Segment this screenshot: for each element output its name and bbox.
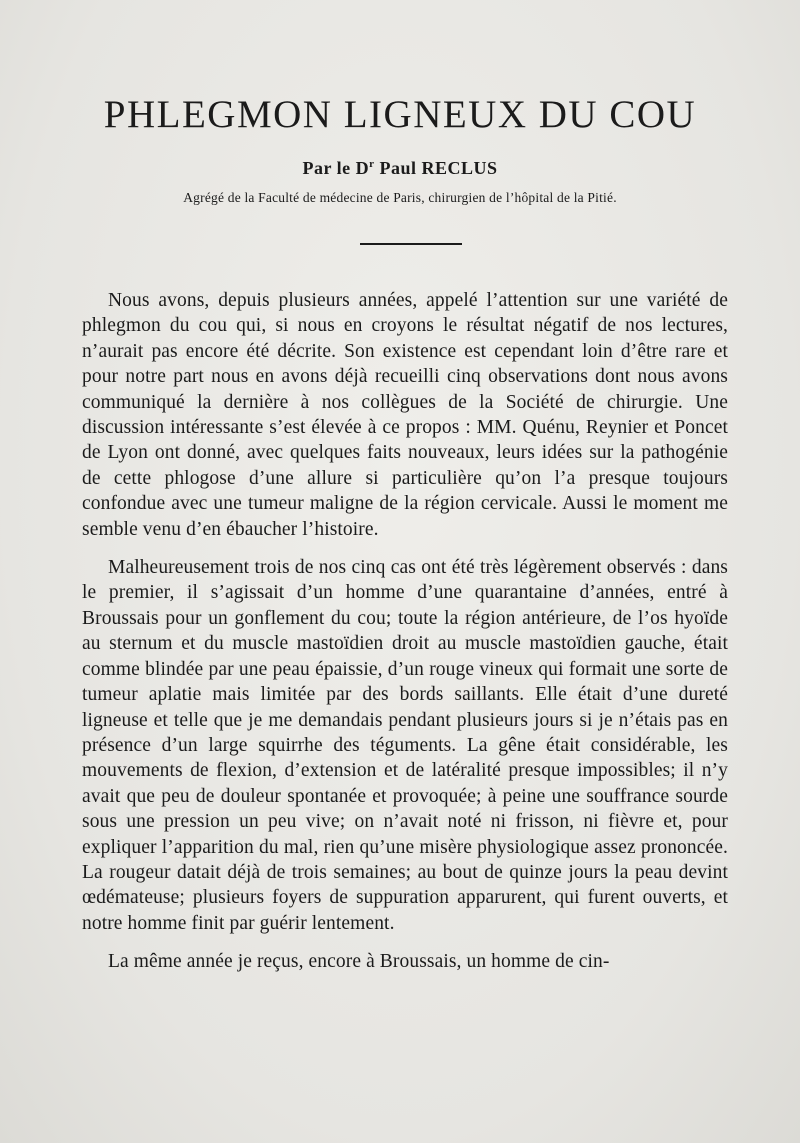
author-line [0,158,800,179]
author-prefix: Par le D [302,158,370,178]
paragraph: Nous avons, depuis plusieurs années, appelé l’attention sur une variété de phlegmon du cou qui, si nous en croyons le résultat négatif de nos lectures, n’aurait pas encore été décrite. Son existence est cependant loin d’être rare et pour notre part nous en avons déjà recueilli cinq observations dont nous avons communiqué la dernière à nos collègues de la Société de chirurgie. Une discussion intéressante s’est élevée à ce propos : MM. Quénu, Reynier et Poncet de Lyon ont donné, avec quelques faits nouveaux, leurs idées sur la pathogénie de cette phlogose d’une allure si particulière qu’on l’a presque toujours confondue avec une tumeur maligne de la région cervicale. Aussi le moment me semble venu d’en ébaucher l’histoire. [82,290,728,540]
title-separator-rule [360,243,462,245]
paragraph: Malheureusement trois de nos cinq cas ont été très légèrement observés : dans le premier, il s’agissait d’un homme d’une quarantaine d’années, entré à Broussais pour un gonflement du cou; toute la région antérieure, de l’os hyoïde au sternum et du muscle mastoïdien droit au muscle mastoïdien gauche, était comme blindée par une peau épaissie, d’un rouge vineux qui formait une sorte de tumeur aplatie mais limitée par des bords saillants. Elle était d’une dureté ligneuse et telle que je me demandais pendant plusieurs jours si je n’étais pas en présence d’un large squirrhe des téguments. La gêne était considérable, les mouvements de flexion, d’extension et de latéralité presque impossibles; il n’y avait que peu de douleur spontanée et provoquée; à peine une souffrance sourde sous une pression un peu vive; on n’avait noté ni frisson, ni fièvre et, pour expliquer l’apparition du mal, rien qu’une misère physiologique assez prononcée. La rougeur datait déjà de trois semaines; au bout de quinze jours la peau devint œdémateuse; plusieurs foyers de suppuration apparurent, qui furent ouverts, et notre homme finit par guérir lentement. [82,557,728,934]
paragraph: La même année je reçus, encore à Broussais, un homme de cin- [108,951,610,973]
author-affiliation: Agrégé de la Faculté de médecine de Paris, chirurgien de l’hôpital de la Pitié. [183,190,617,205]
article-body [82,288,728,975]
author-title-superscript: r [369,158,375,170]
author-name: Paul RECLUS [379,158,498,178]
article-title: PHLEGMON LIGNEUX DU COU [103,93,697,136]
